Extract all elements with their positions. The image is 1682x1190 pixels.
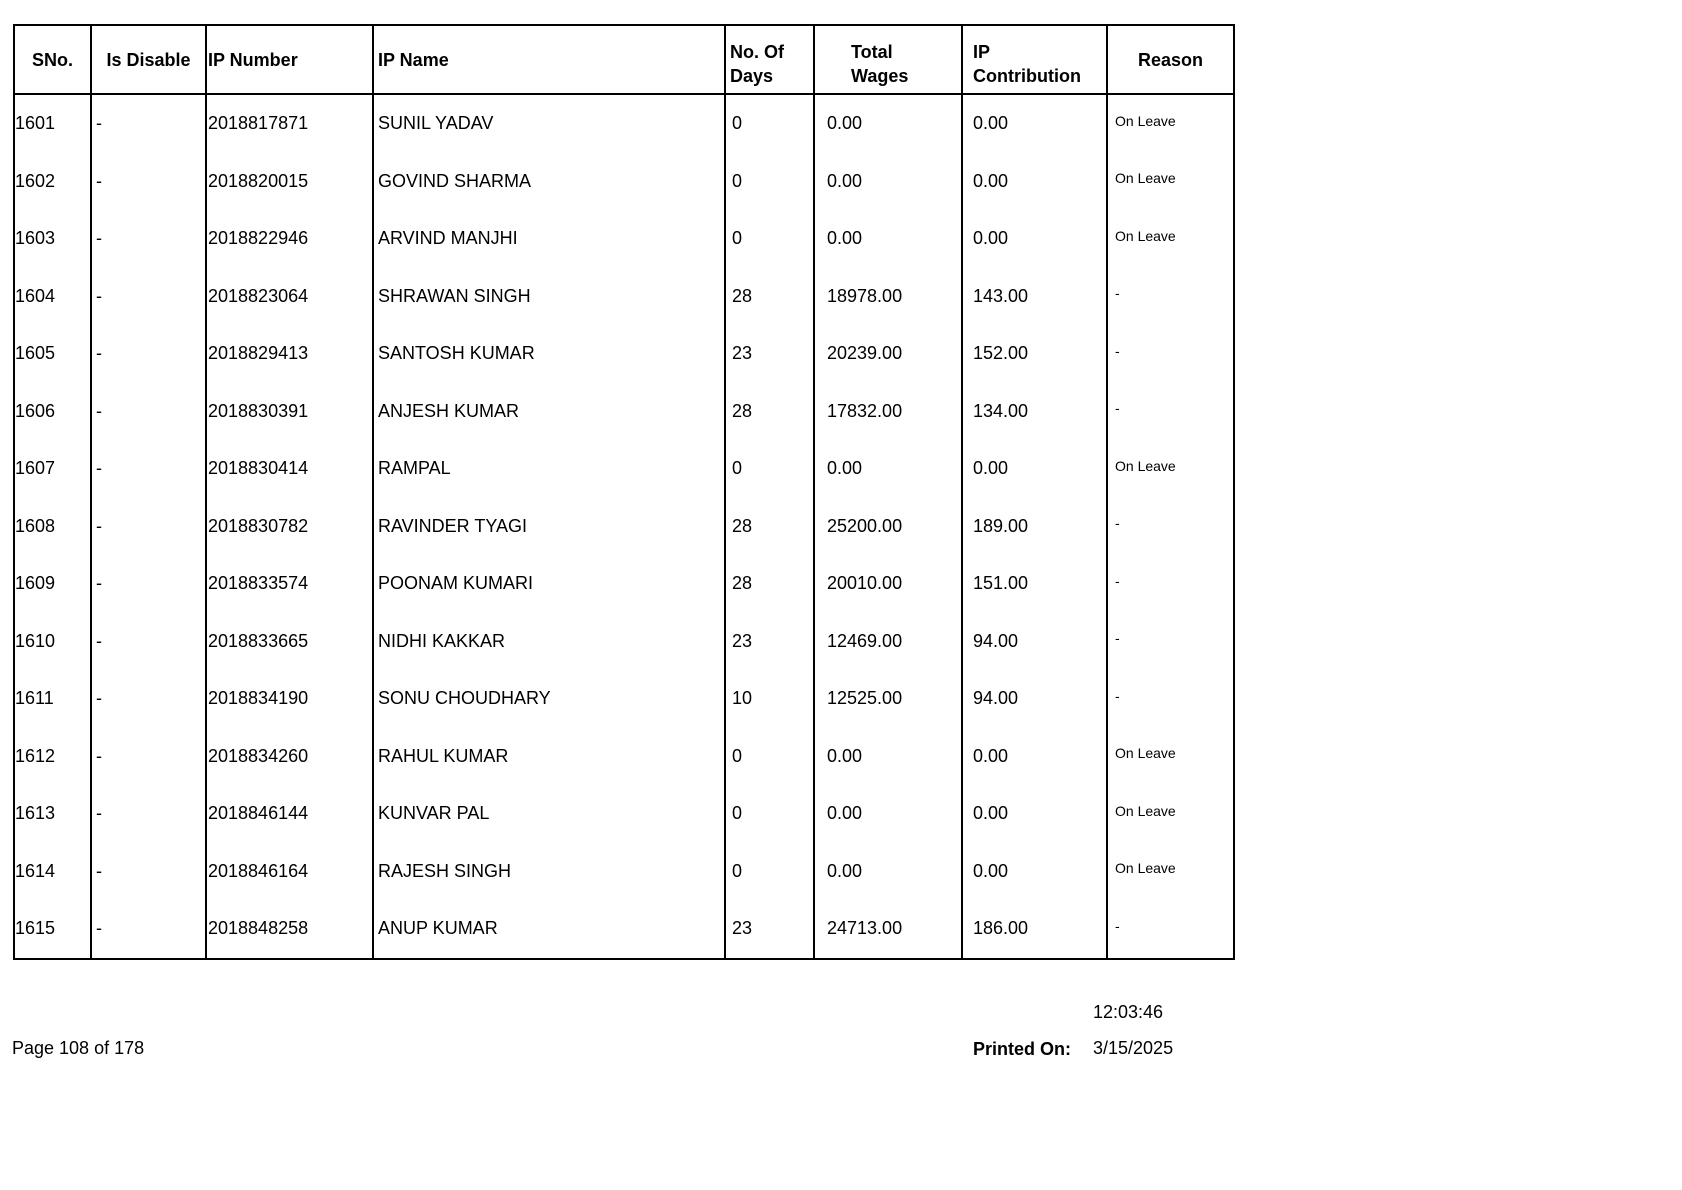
header-ip-number: IP Number: [206, 25, 373, 94]
cell-ip-number: 2018823064: [206, 268, 373, 326]
header-days: [725, 25, 814, 94]
cell-sno: 1607: [14, 440, 91, 498]
cell-wages: 12525.00: [814, 670, 962, 728]
cell-days: 0: [725, 785, 814, 843]
cell-wages: 12469.00: [814, 613, 962, 671]
cell-ip-number: 2018829413: [206, 325, 373, 383]
cell-ip-name: SHRAWAN SINGH: [373, 268, 725, 326]
header-is-disable: Is Disable: [91, 25, 206, 94]
table-row: [14, 613, 1234, 671]
cell-ip-number: 2018830391: [206, 383, 373, 441]
cell-is-disable: -: [91, 268, 206, 326]
cell-sno: 1602: [14, 153, 91, 211]
cell-sno: 1601: [14, 94, 91, 153]
cell-ip-name: RAVINDER TYAGI: [373, 498, 725, 556]
contribution-table: [13, 24, 1235, 960]
cell-is-disable: -: [91, 728, 206, 786]
cell-is-disable: -: [91, 613, 206, 671]
cell-contribution: 0.00: [962, 785, 1107, 843]
cell-sno: 1614: [14, 843, 91, 901]
table-row: [14, 210, 1234, 268]
cell-wages: 0.00: [814, 440, 962, 498]
header-wages: [814, 25, 962, 94]
cell-is-disable: -: [91, 498, 206, 556]
header-contribution-line1: IP: [973, 41, 991, 62]
table-row: [14, 555, 1234, 613]
cell-days: 23: [725, 900, 814, 959]
cell-sno: 1615: [14, 900, 91, 959]
cell-reason: -: [1107, 667, 1234, 725]
cell-ip-number: 2018846144: [206, 785, 373, 843]
header-reason: Reason: [1107, 25, 1234, 94]
cell-reason: -: [1107, 322, 1234, 380]
cell-sno: 1608: [14, 498, 91, 556]
table-row: [14, 268, 1234, 326]
cell-contribution: 0.00: [962, 153, 1107, 211]
cell-wages: 17832.00: [814, 383, 962, 441]
header-contribution: [962, 25, 1107, 94]
table-row: [14, 325, 1234, 383]
cell-ip-name: KUNVAR PAL: [373, 785, 725, 843]
cell-contribution: 94.00: [962, 670, 1107, 728]
cell-ip-number: 2018834260: [206, 728, 373, 786]
cell-days: 0: [725, 153, 814, 211]
cell-wages: 0.00: [814, 785, 962, 843]
cell-is-disable: -: [91, 383, 206, 441]
table-row: [14, 785, 1234, 843]
cell-is-disable: -: [91, 440, 206, 498]
cell-reason: On Leave: [1107, 91, 1234, 150]
cell-sno: 1606: [14, 383, 91, 441]
cell-is-disable: -: [91, 900, 206, 959]
cell-sno: 1611: [14, 670, 91, 728]
printed-time: 12:03:46: [1093, 1002, 1164, 1022]
table-row: [14, 383, 1234, 441]
cell-wages: 0.00: [814, 94, 962, 153]
cell-is-disable: -: [91, 785, 206, 843]
cell-ip-name: RAMPAL: [373, 440, 725, 498]
cell-ip-number: 2018830782: [206, 498, 373, 556]
cell-days: 23: [725, 613, 814, 671]
header-days-line1: No. Of: [730, 41, 784, 62]
cell-wages: 20239.00: [814, 325, 962, 383]
cell-ip-number: 2018820015: [206, 153, 373, 211]
cell-sno: 1604: [14, 268, 91, 326]
cell-days: 0: [725, 728, 814, 786]
cell-reason: On Leave: [1107, 840, 1234, 898]
printed-on-label: Printed On:: [973, 1039, 1071, 1059]
header-sno: SNo.: [14, 25, 91, 94]
cell-ip-name: ARVIND MANJHI: [373, 210, 725, 268]
cell-is-disable: -: [91, 555, 206, 613]
cell-ip-number: 2018848258: [206, 900, 373, 959]
cell-days: 28: [725, 498, 814, 556]
cell-ip-number: 2018817871: [206, 94, 373, 153]
cell-wages: 0.00: [814, 210, 962, 268]
cell-days: 0: [725, 440, 814, 498]
cell-contribution: 143.00: [962, 268, 1107, 326]
cell-sno: 1603: [14, 210, 91, 268]
cell-contribution: 151.00: [962, 555, 1107, 613]
cell-reason: On Leave: [1107, 437, 1234, 495]
cell-is-disable: -: [91, 94, 206, 153]
cell-sno: 1609: [14, 555, 91, 613]
cell-ip-number: 2018833574: [206, 555, 373, 613]
cell-contribution: 0.00: [962, 728, 1107, 786]
cell-contribution: 0.00: [962, 210, 1107, 268]
table-row: [14, 843, 1234, 901]
header-contribution-line2: Contribution: [973, 65, 1081, 86]
table-row: [14, 498, 1234, 556]
cell-sno: 1605: [14, 325, 91, 383]
cell-ip-name: POONAM KUMARI: [373, 555, 725, 613]
cell-wages: 25200.00: [814, 498, 962, 556]
printed-date: 3/15/2025: [1093, 1038, 1174, 1058]
cell-contribution: 152.00: [962, 325, 1107, 383]
cell-ip-number: 2018834190: [206, 670, 373, 728]
cell-days: 28: [725, 383, 814, 441]
cell-ip-name: NIDHI KAKKAR: [373, 613, 725, 671]
cell-ip-number: 2018822946: [206, 210, 373, 268]
cell-days: 10: [725, 670, 814, 728]
cell-ip-name: SONU CHOUDHARY: [373, 670, 725, 728]
cell-is-disable: -: [91, 325, 206, 383]
cell-ip-name: ANUP KUMAR: [373, 900, 725, 959]
cell-reason: -: [1107, 265, 1234, 323]
cell-days: 0: [725, 843, 814, 901]
table-row: [14, 728, 1234, 786]
header-wages-line1: Total: [851, 41, 893, 62]
table-row: [14, 94, 1234, 153]
cell-days: 28: [725, 268, 814, 326]
cell-reason: On Leave: [1107, 150, 1234, 208]
table-row: [14, 440, 1234, 498]
cell-sno: 1613: [14, 785, 91, 843]
cell-sno: 1610: [14, 613, 91, 671]
header-days-line2: Days: [730, 65, 774, 86]
cell-wages: 20010.00: [814, 555, 962, 613]
cell-reason: -: [1107, 495, 1234, 553]
header-wages-line2: Wages: [851, 65, 909, 86]
cell-ip-number: 2018846164: [206, 843, 373, 901]
cell-ip-name: ANJESH KUMAR: [373, 383, 725, 441]
table-row: [14, 670, 1234, 728]
cell-is-disable: -: [91, 670, 206, 728]
cell-ip-name: SANTOSH KUMAR: [373, 325, 725, 383]
cell-reason: -: [1107, 380, 1234, 438]
cell-wages: 0.00: [814, 843, 962, 901]
cell-contribution: 94.00: [962, 613, 1107, 671]
cell-contribution: 0.00: [962, 440, 1107, 498]
cell-days: 28: [725, 555, 814, 613]
cell-wages: 18978.00: [814, 268, 962, 326]
cell-reason: -: [1107, 897, 1234, 956]
cell-reason: On Leave: [1107, 207, 1234, 265]
cell-wages: 0.00: [814, 153, 962, 211]
cell-contribution: 186.00: [962, 900, 1107, 959]
cell-ip-name: SUNIL YADAV: [373, 94, 725, 153]
cell-ip-number: 2018830414: [206, 440, 373, 498]
cell-reason: On Leave: [1107, 782, 1234, 840]
cell-contribution: 134.00: [962, 383, 1107, 441]
table-row: [14, 900, 1234, 959]
cell-reason: On Leave: [1107, 725, 1234, 783]
cell-ip-name: RAHUL KUMAR: [373, 728, 725, 786]
cell-ip-number: 2018833665: [206, 613, 373, 671]
cell-wages: 0.00: [814, 728, 962, 786]
header-ip-name: IP Name: [373, 25, 725, 94]
cell-reason: -: [1107, 610, 1234, 668]
cell-contribution: 0.00: [962, 94, 1107, 153]
cell-ip-name: RAJESH SINGH: [373, 843, 725, 901]
cell-reason: -: [1107, 552, 1234, 610]
cell-is-disable: -: [91, 153, 206, 211]
cell-is-disable: -: [91, 843, 206, 901]
cell-ip-name: GOVIND SHARMA: [373, 153, 725, 211]
cell-wages: 24713.00: [814, 900, 962, 959]
cell-contribution: 189.00: [962, 498, 1107, 556]
cell-sno: 1612: [14, 728, 91, 786]
cell-days: 23: [725, 325, 814, 383]
cell-days: 0: [725, 94, 814, 153]
table-row: [14, 153, 1234, 211]
cell-is-disable: -: [91, 210, 206, 268]
table-header-row: [14, 25, 1234, 94]
cell-contribution: 0.00: [962, 843, 1107, 901]
cell-days: 0: [725, 210, 814, 268]
page-number: Page 108 of 178: [12, 1038, 145, 1058]
